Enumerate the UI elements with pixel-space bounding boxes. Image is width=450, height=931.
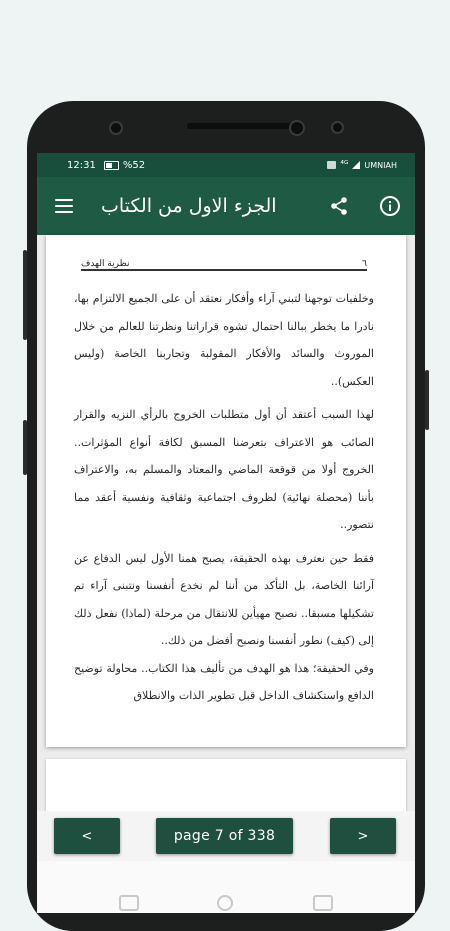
next-book-page [46, 759, 406, 819]
battery-icon [104, 161, 119, 170]
carrier-name: UMNIAH [364, 160, 397, 170]
system-nav-bar [37, 861, 415, 913]
next-page-button[interactable]: > [330, 818, 396, 854]
camera-icon [289, 120, 305, 136]
page-navigation [37, 811, 415, 861]
sensor-icon [331, 121, 344, 134]
status-time: 12:31 [67, 159, 96, 171]
phone-top-bezel [27, 101, 425, 153]
phone-side-button [23, 250, 27, 340]
battery-percent: %52 [122, 159, 146, 171]
wifi-icon: ⁴ᴳ [340, 160, 349, 170]
paragraph: لهذا السبب أعتقد أن أول متطلبات الخروج بالرأي النزيه والقرار الصائب هو الاعتراف بتعرضنا المسبق لكافة أنواع المؤثرات.. الخروج أولا من قوقعة الماضي والمعتاد والمسلم به، والاعتراف بأننا (محصلة نهائية) لظروف اجتماعية وثقافية ونفسية أعقد مما نتصور.. [74, 408, 374, 531]
page-indicator-button[interactable]: page 7 of 338 [156, 818, 293, 854]
hamburger-menu-icon[interactable] [55, 199, 73, 213]
home-icon[interactable] [217, 895, 233, 911]
running-title: نظرية الهدف [81, 259, 130, 269]
page-number: ٦ [362, 259, 367, 269]
book-page [46, 235, 406, 747]
phone-side-button [425, 370, 429, 430]
info-icon[interactable] [379, 195, 401, 217]
notification-icon [327, 161, 336, 169]
signal-icon [352, 161, 360, 169]
paragraph: فقط حين نعترف بهذه الحقيقة، يصبح همنا الأول ليس الدفاع عن آرائنا الخاصة، بل التأكد من أننا لم نخدع أنفسنا ونتبنى آراء تم تشكيلها مسبقا.. نصبح مهيأين للانتقال من مرحلة (لماذا) نفعل ذلك إلى (كيف) نطور أنفسنا ونصبح أفضل من ذلك.. [74, 551, 374, 647]
paragraph: وفي الحقيقة؛ هذا هو الهدف من تأليف هذا الكتاب.. محاولة توضيح الدافع واستكشاف الداخل قبل تطوير الذات والانطلاق [74, 661, 374, 702]
page-header [81, 255, 367, 271]
recent-apps-icon[interactable] [119, 895, 139, 911]
previous-page-button[interactable]: < [54, 818, 120, 854]
screen [37, 153, 415, 913]
speaker-grille [187, 123, 297, 129]
status-bar [37, 153, 415, 177]
back-icon[interactable] [313, 895, 333, 911]
paragraph: وخلفيات توجهنا لتبني آراء وأفكار نعتقد أن على الجميع الالتزام بها، نادرا ما يخطر ببالنا احتمال تشوه قراراتنا ونظرتنا للعالم من خلال الموروث والسائد والأفكار المقولبة وتجاربنا الخاصة (وليس العكس).. [74, 292, 374, 388]
camera-icon [109, 121, 123, 135]
app-bar [37, 177, 415, 235]
page-text [74, 285, 374, 710]
document-viewer[interactable] [37, 235, 415, 811]
phone-side-button [23, 420, 27, 475]
share-icon[interactable] [329, 196, 349, 216]
page-title: الجزء الاول من الكتاب [101, 195, 277, 217]
